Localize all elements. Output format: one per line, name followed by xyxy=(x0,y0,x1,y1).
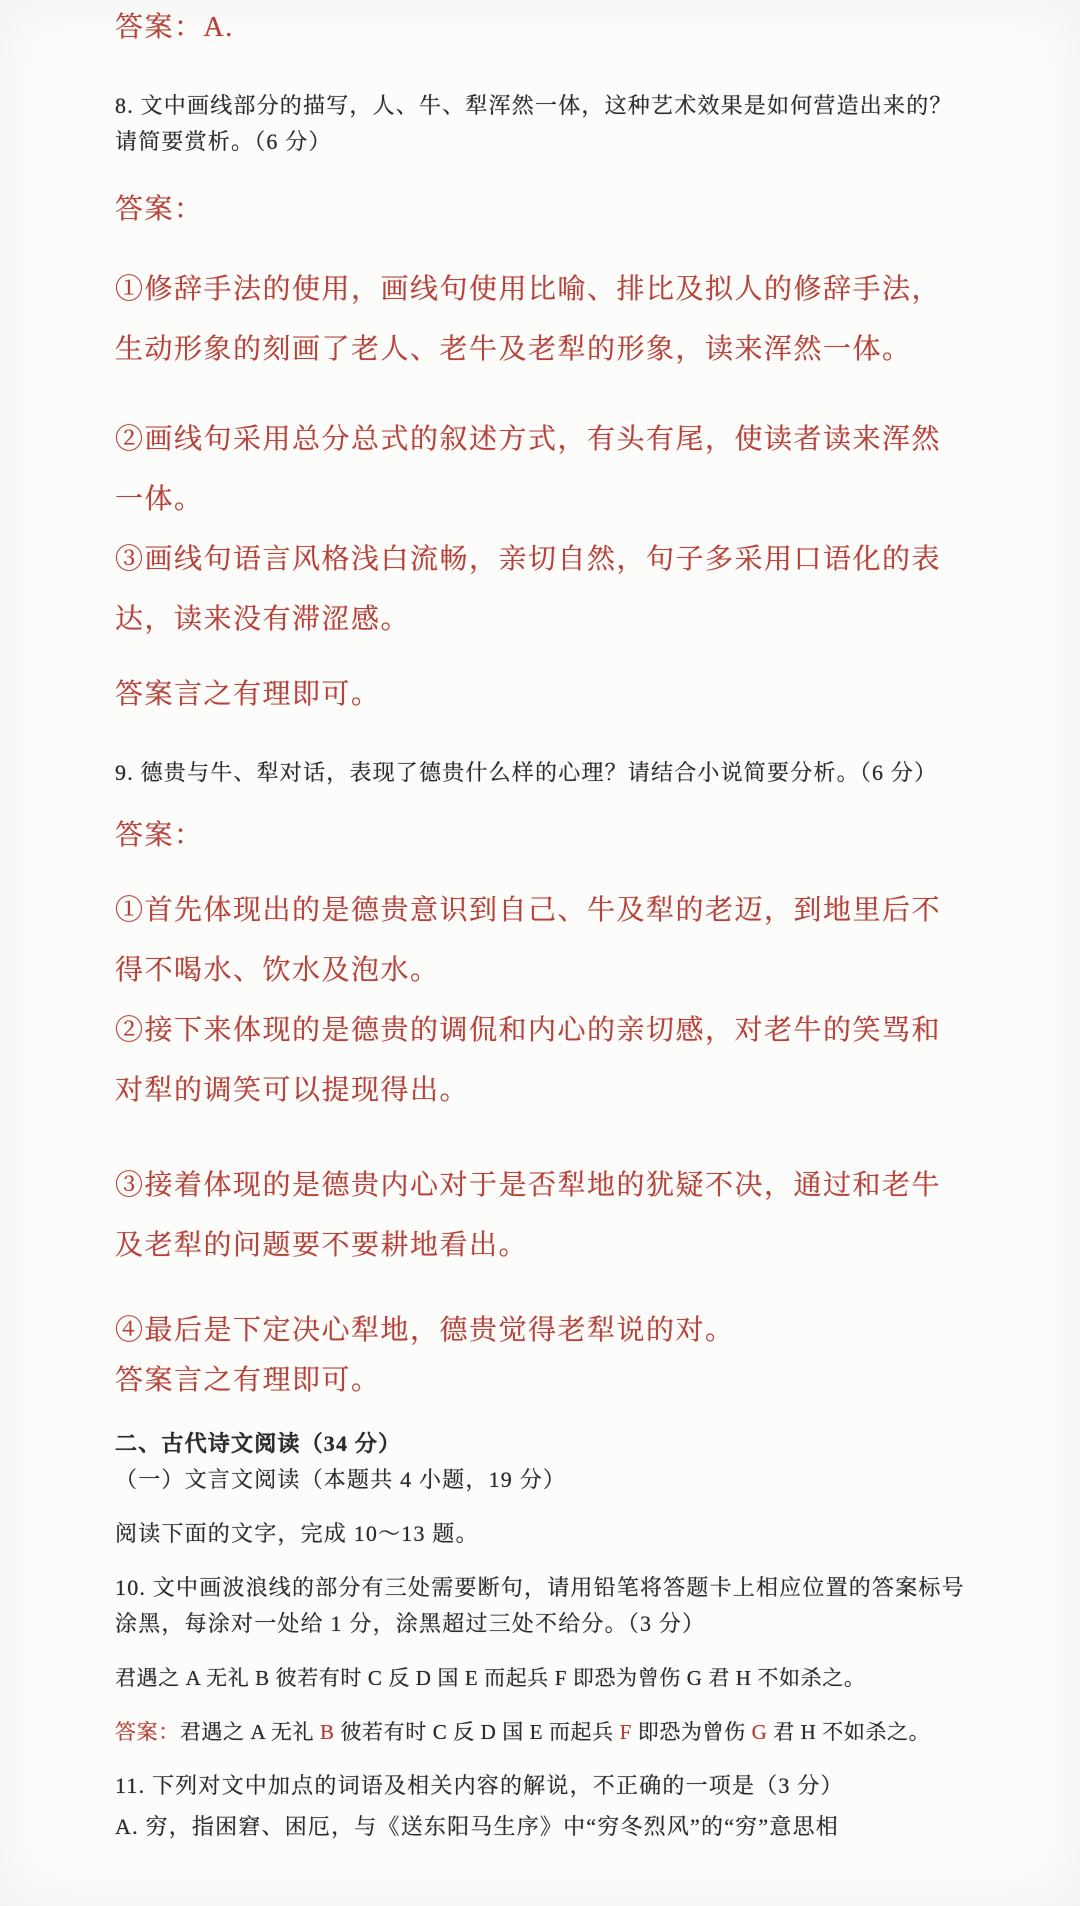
section-2-title: 二、古代诗文阅读（34 分） xyxy=(115,1431,402,1456)
answer-9-point-2: ②接下来体现的是德贵的调侃和内心的亲切感，对老牛的笑骂和对犁的调笑可以提现得出。 xyxy=(115,1015,942,1106)
question-11-text: 11. 下列对文中加点的词语及相关内容的解说，不正确的一项是（3 分） xyxy=(115,1773,844,1798)
answer-7-choice: 答案：A. xyxy=(115,12,234,43)
answer-10-line xyxy=(115,1714,970,1750)
section-2-subtitle: （一）文言文阅读（本题共 4 小题，19 分） xyxy=(115,1467,567,1492)
answer-8-point-2: ②画线句采用总分总式的叙述方式，有头有尾，使读者读来浑然一体。 xyxy=(115,424,942,515)
answer-9-note: 答案言之有理即可。 xyxy=(115,1365,381,1396)
answer-10-segment: 彼若有时 C 反 D 国 E 而起兵 xyxy=(334,1720,620,1744)
answer-9-label: 答案： xyxy=(115,820,204,851)
answer-9-point-1: ①首先体现出的是德贵意识到自己、牛及犁的老迈，到地里后不得不喝水、饮水及泡水。 xyxy=(115,895,942,986)
answer-8-point-1: ①修辞手法的使用，画线句使用比喻、排比及拟人的修辞手法，生动形象的刻画了老人、老牛及老犁的形象，读来浑然一体。 xyxy=(115,274,942,365)
answer-10-segment-red-b: B xyxy=(319,1720,335,1744)
reading-intro: 阅读下面的文字，完成 10～13 题。 xyxy=(115,1521,479,1546)
answer-9-point-4: ④最后是下定决心犁地，德贵觉得老犁说的对。 xyxy=(115,1315,735,1346)
answer-10-segment: 君 H 不如杀之。 xyxy=(767,1720,931,1744)
answer-10-segment-red-g: G xyxy=(751,1720,768,1744)
question-11-option-a: A. 穷，指困窘、困厄，与《送东阳马生序》中“穷冬烈风”的“穷”意思相 xyxy=(115,1814,839,1839)
answer-8-note: 答案言之有理即可。 xyxy=(115,679,381,710)
question-8-text: 8. 文中画线部分的描写，人、牛、犁浑然一体，这种艺术效果是如何营造出来的？请简要赏析。（6 分） xyxy=(115,93,953,154)
answer-10-segment-red-f: F xyxy=(619,1720,632,1744)
answer-8-label: 答案： xyxy=(115,194,204,225)
answer-10-segment: 即恐为曾伤 xyxy=(631,1720,752,1744)
answer-10-segment: 君遇之 A 无礼 xyxy=(179,1720,320,1744)
answer-10-label: 答案： xyxy=(115,1720,180,1744)
answer-9-point-3: ③接着体现的是德贵内心对于是否犁地的犹疑不决，通过和老牛及老犁的问题要不要耕地看出。 xyxy=(115,1170,942,1261)
question-10-sentence: 君遇之 A 无礼 B 彼若有时 C 反 D 国 E 而起兵 F 即恐为曾伤 G 君 H 不如杀之。 xyxy=(115,1666,866,1690)
question-10-text: 10. 文中画波浪线的部分有三处需要断句，请用铅笔将答题卡上相应位置的答案标号涂黑，每涂对一处给 1 分，涂黑超过三处不给分。（3 分） xyxy=(115,1575,965,1636)
question-9-text: 9. 德贵与牛、犁对话，表现了德贵什么样的心理？请结合小说简要分析。（6 分） xyxy=(115,760,938,785)
answer-8-point-3: ③画线句语言风格浅白流畅，亲切自然，句子多采用口语化的表达，读来没有滞涩感。 xyxy=(115,544,942,635)
